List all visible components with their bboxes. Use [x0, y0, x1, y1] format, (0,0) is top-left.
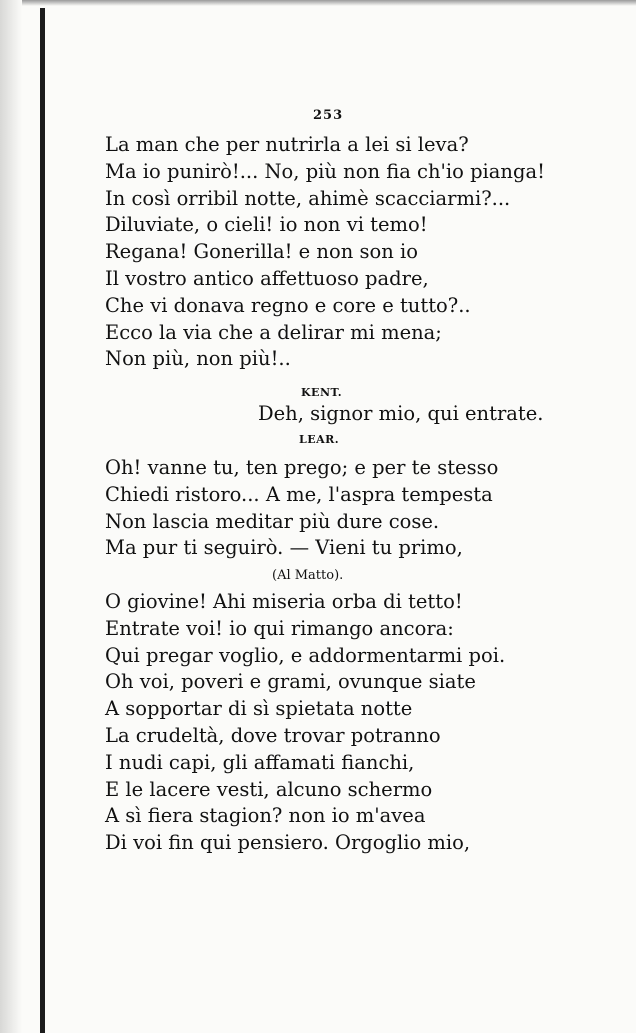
verse-line: In così orribil notte, ahimè scacciarmi?...: [105, 186, 511, 210]
verse-line: Non lascia meditar più dure cose.: [105, 509, 440, 533]
lear-speech-block-1: [105, 132, 605, 373]
verse-line: Diluviate, o cieli! io non vi temo!: [105, 213, 428, 237]
page-number: 253: [313, 108, 344, 123]
verse-line: La crudeltà, dove trovar potranno: [105, 723, 441, 747]
lear-speech-block-3: [105, 589, 605, 857]
gutter-rule: [40, 8, 45, 1033]
verse-line: A sopportar di sì spietata notte: [105, 697, 413, 721]
verse-line: Ma io punirò!... No, più non fia ch'io pianga!: [105, 159, 545, 183]
verse-line: Oh voi, poveri e grami, ovunque siate: [105, 670, 476, 694]
lear-speech-block-2: [105, 455, 605, 562]
verse-line: La man che per nutrirla a lei si leva?: [105, 133, 469, 156]
stage-direction: (Al Matto).: [272, 568, 344, 583]
verse-line: Ecco la via che a delirar mi mena;: [105, 320, 442, 344]
speaker-kent: KENT.: [301, 386, 343, 399]
verse-line: I nudi capi, gli affamati fianchi,: [105, 750, 415, 774]
verse-line: Il vostro antico affettuoso padre,: [105, 266, 429, 290]
verse-line: Oh! vanne tu, ten prego; e per te stesso: [105, 456, 499, 479]
verse-line: Ma pur ti seguirò. — Vieni tu primo,: [105, 536, 463, 560]
binding-shadow: [0, 0, 22, 1033]
verse-line: A sì fiera stagion? non io m'avea: [105, 804, 426, 828]
page-top-edge: [0, 0, 636, 6]
verse-line: E le lacere vesti, alcuno schermo: [105, 777, 433, 801]
verse-line: Non più, non più!..: [105, 347, 291, 371]
verse-line: Regana! Gonerilla! e non son io: [105, 240, 418, 264]
verse-line: Chiedi ristoro... A me, l'aspra tempesta: [105, 482, 493, 506]
kent-line: Deh, signor mio, qui entrate.: [258, 402, 544, 425]
verse-line: Che vi donava regno e core e tutto?..: [105, 293, 471, 317]
verse-line: Qui pregar voglio, e addormentarmi poi.: [105, 643, 506, 667]
verse-line: Entrate voi! io qui rimango ancora:: [105, 616, 454, 640]
verse-line: Di voi fin qui pensiero. Orgoglio mio,: [105, 831, 471, 855]
verse-line: O giovine! Ahi miseria orba di tetto!: [105, 590, 463, 613]
speaker-lear: LEAR.: [299, 433, 340, 446]
